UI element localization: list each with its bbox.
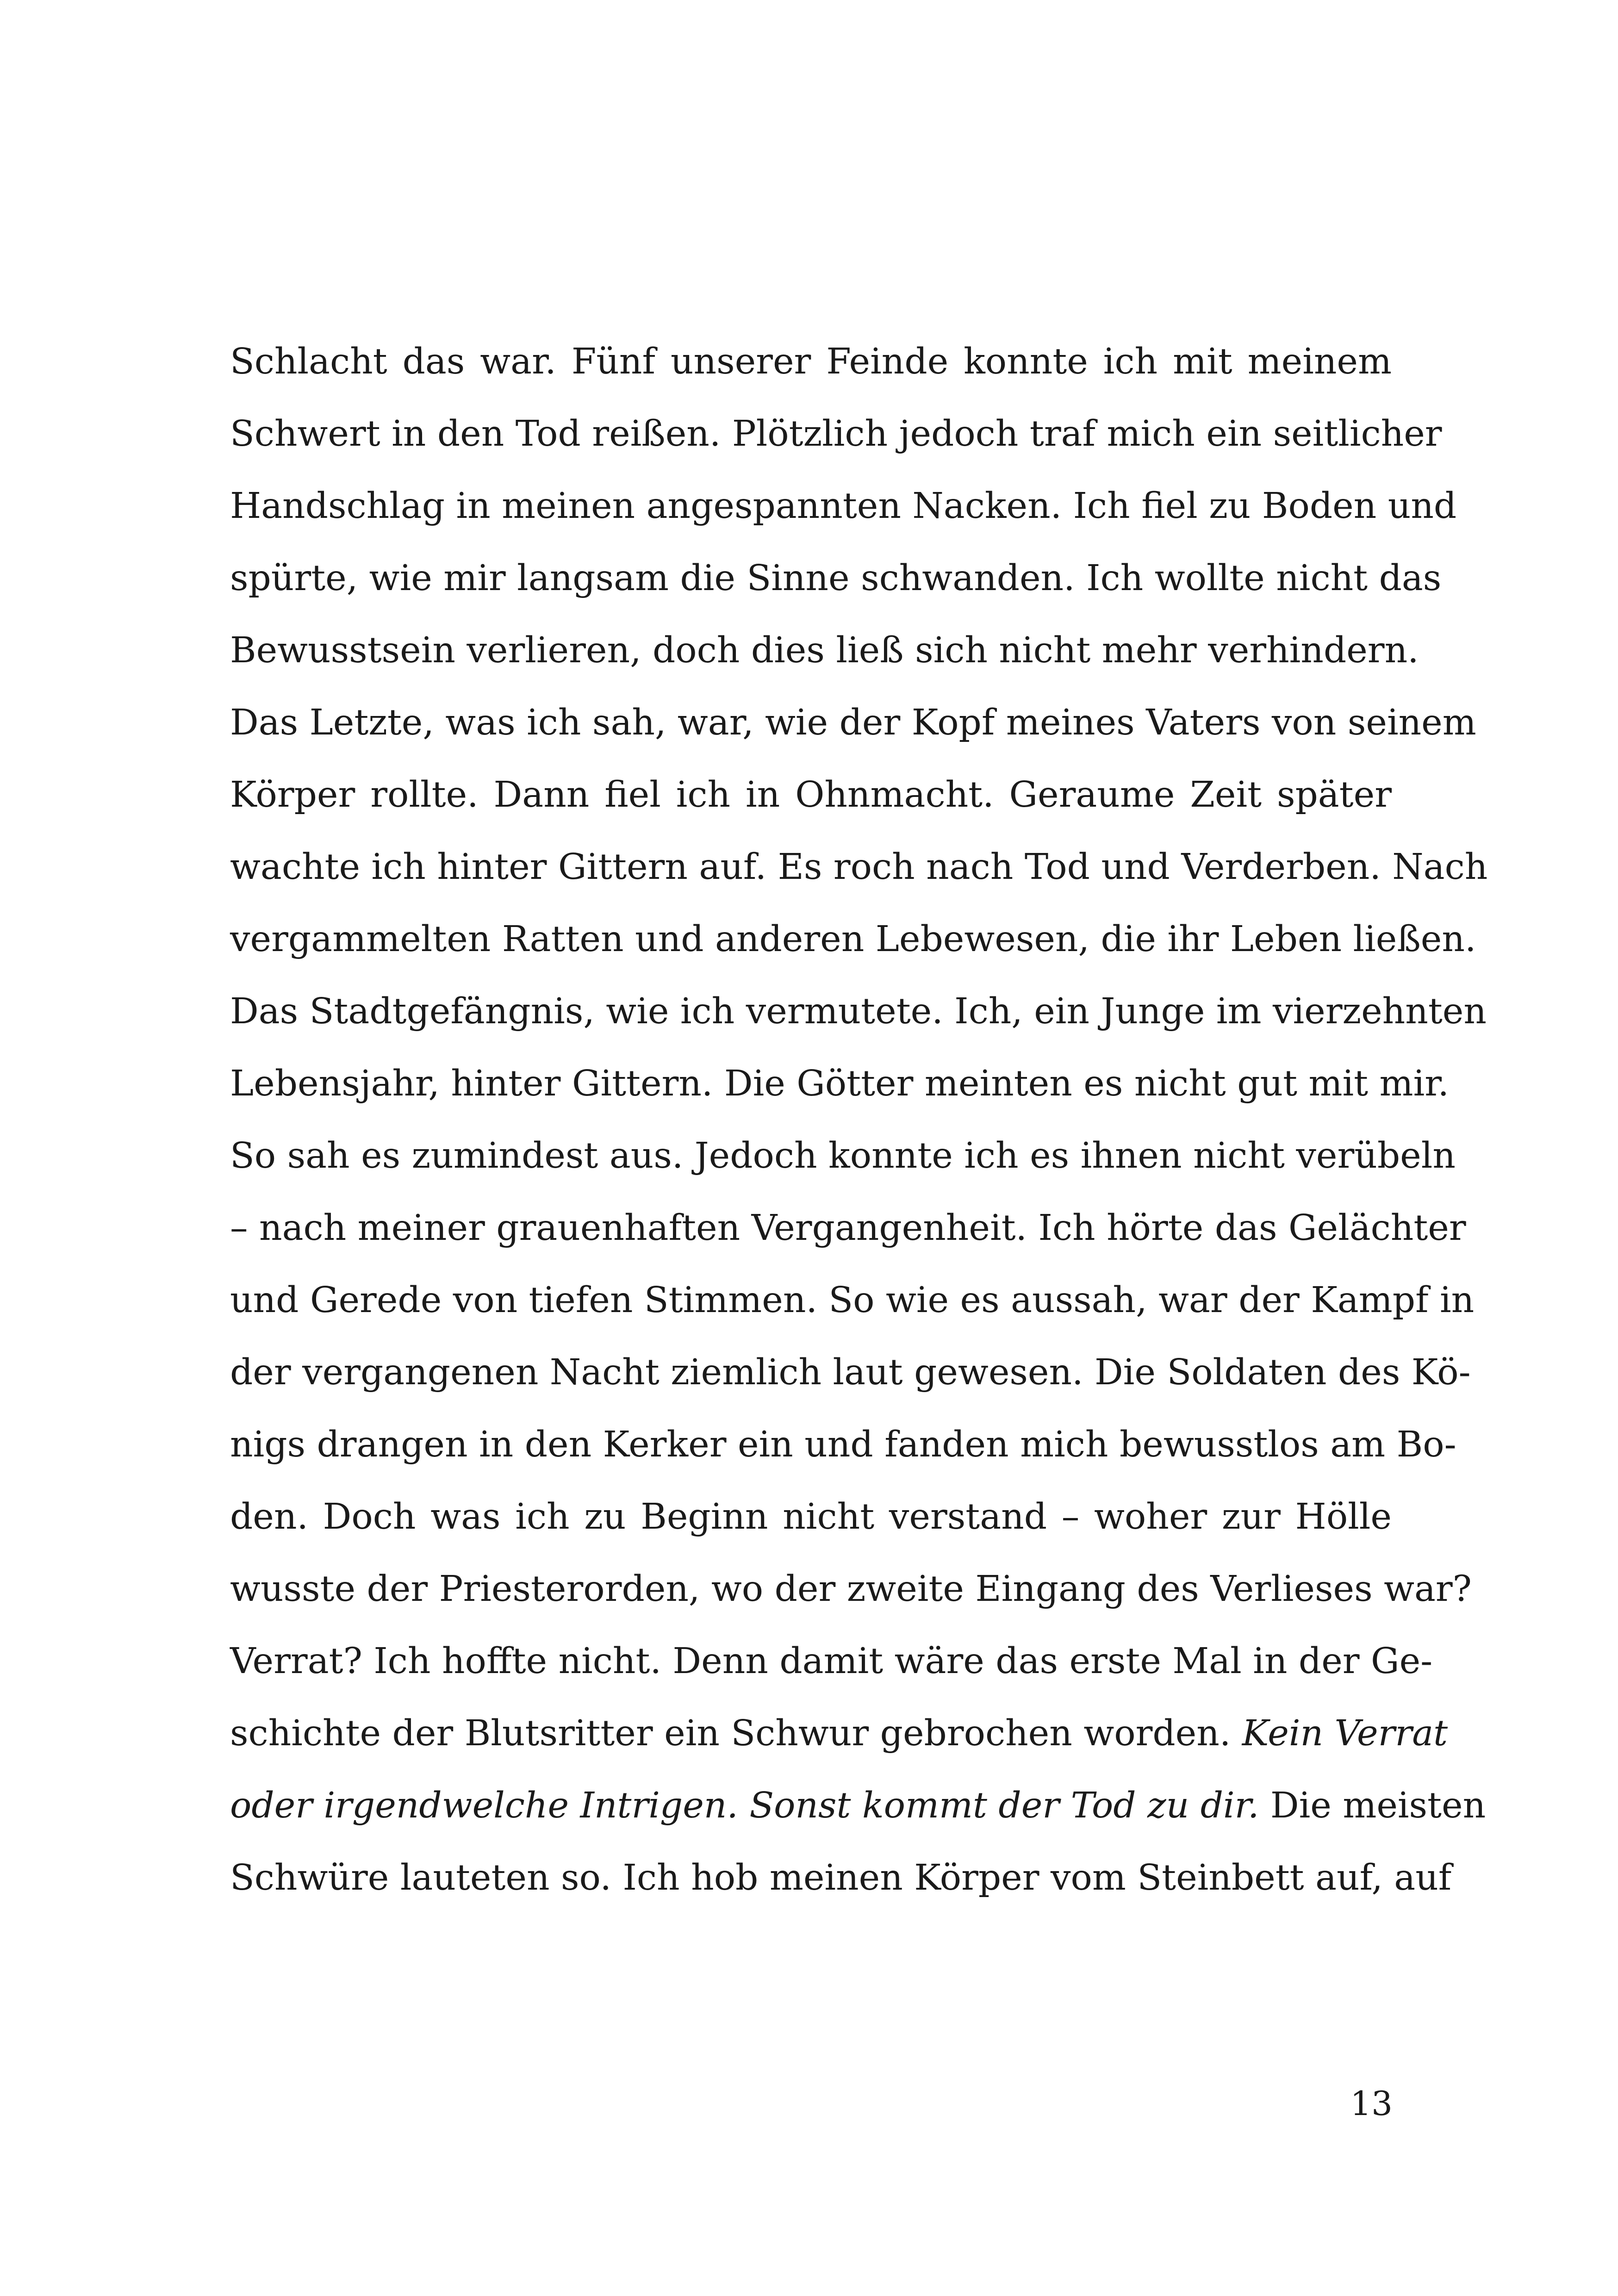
text-line-21-regular: Die meisten: [1259, 1785, 1486, 1826]
text-line-2: Schwert in den Tod reißen. Plötzlich jedoch traf mich ein seitlicher: [230, 413, 1442, 454]
text-line-11: Lebensjahr, hinter Gittern. Die Götter meinten es nicht gut mit mir.: [230, 1063, 1450, 1104]
text-line-21: [230, 1770, 1486, 1842]
text-line-13: – nach meiner grauenhaften Vergangenheit. Ich hörte das Gelächter: [230, 1207, 1466, 1249]
text-line-7: Körper rollte. Dann fiel ich in Ohnmacht. Geraume Zeit später: [230, 774, 1392, 815]
text-line-5: Bewusstsein verlieren, doch dies ließ sich nicht mehr verhindern.: [230, 630, 1419, 671]
text-line-20-italic: Kein Verrat: [1242, 1713, 1448, 1754]
text-line-16: nigs drangen in den Kerker ein und fanden mich bewusstlos am Bo-: [230, 1424, 1456, 1465]
page-number: 13: [1350, 2084, 1393, 2123]
text-line-8: wachte ich hinter Gittern auf. Es roch nach Tod und Verderben. Nach: [230, 846, 1488, 888]
text-line-17: den. Doch was ich zu Beginn nicht verstand – woher zur Hölle: [230, 1496, 1392, 1537]
text-line-20: [230, 1698, 1448, 1770]
text-line-18: wusste der Priesterorden, wo der zweite Eingang des Verlieses war?: [230, 1568, 1472, 1610]
text-line-14: und Gerede von tiefen Stimmen. So wie es aussah, war der Kampf in: [230, 1280, 1475, 1321]
text-line-20-regular: schichte der Blutsritter ein Schwur gebrochen worden.: [230, 1713, 1242, 1754]
text-line-1: Schlacht das war. Fünf unserer Feinde konnte ich mit meinem: [230, 341, 1392, 382]
text-line-22: Schwüre lauteten so. Ich hob meinen Körper vom Steinbett auf, auf: [230, 1857, 1452, 1898]
text-line-19: Verrat? Ich hoffte nicht. Denn damit wäre das erste Mal in der Ge-: [230, 1641, 1433, 1682]
text-line-9: vergammelten Ratten und anderen Lebewesen, die ihr Leben ließen.: [230, 919, 1476, 960]
text-line-10: Das Stadtgefängnis, wie ich vermutete. Ich, ein Junge im vierzehnten: [230, 991, 1487, 1032]
text-line-21-italic: oder irgendwelche Intrigen. Sonst kommt der Tod zu dir.: [230, 1785, 1259, 1826]
text-line-12: So sah es zumindest aus. Jedoch konnte ich es ihnen nicht verübeln: [230, 1135, 1456, 1176]
text-line-4: spürte, wie mir langsam die Sinne schwanden. Ich wollte nicht das: [230, 558, 1442, 599]
text-line-6: Das Letzte, was ich sah, war, wie der Kopf meines Vaters von seinem: [230, 702, 1476, 743]
text-line-3: Handschlag in meinen angespannten Nacken. Ich fiel zu Boden und: [230, 485, 1457, 527]
text-line-15: der vergangenen Nacht ziemlich laut gewesen. Die Soldaten des Kö-: [230, 1352, 1471, 1393]
body-text: [230, 326, 1488, 1914]
